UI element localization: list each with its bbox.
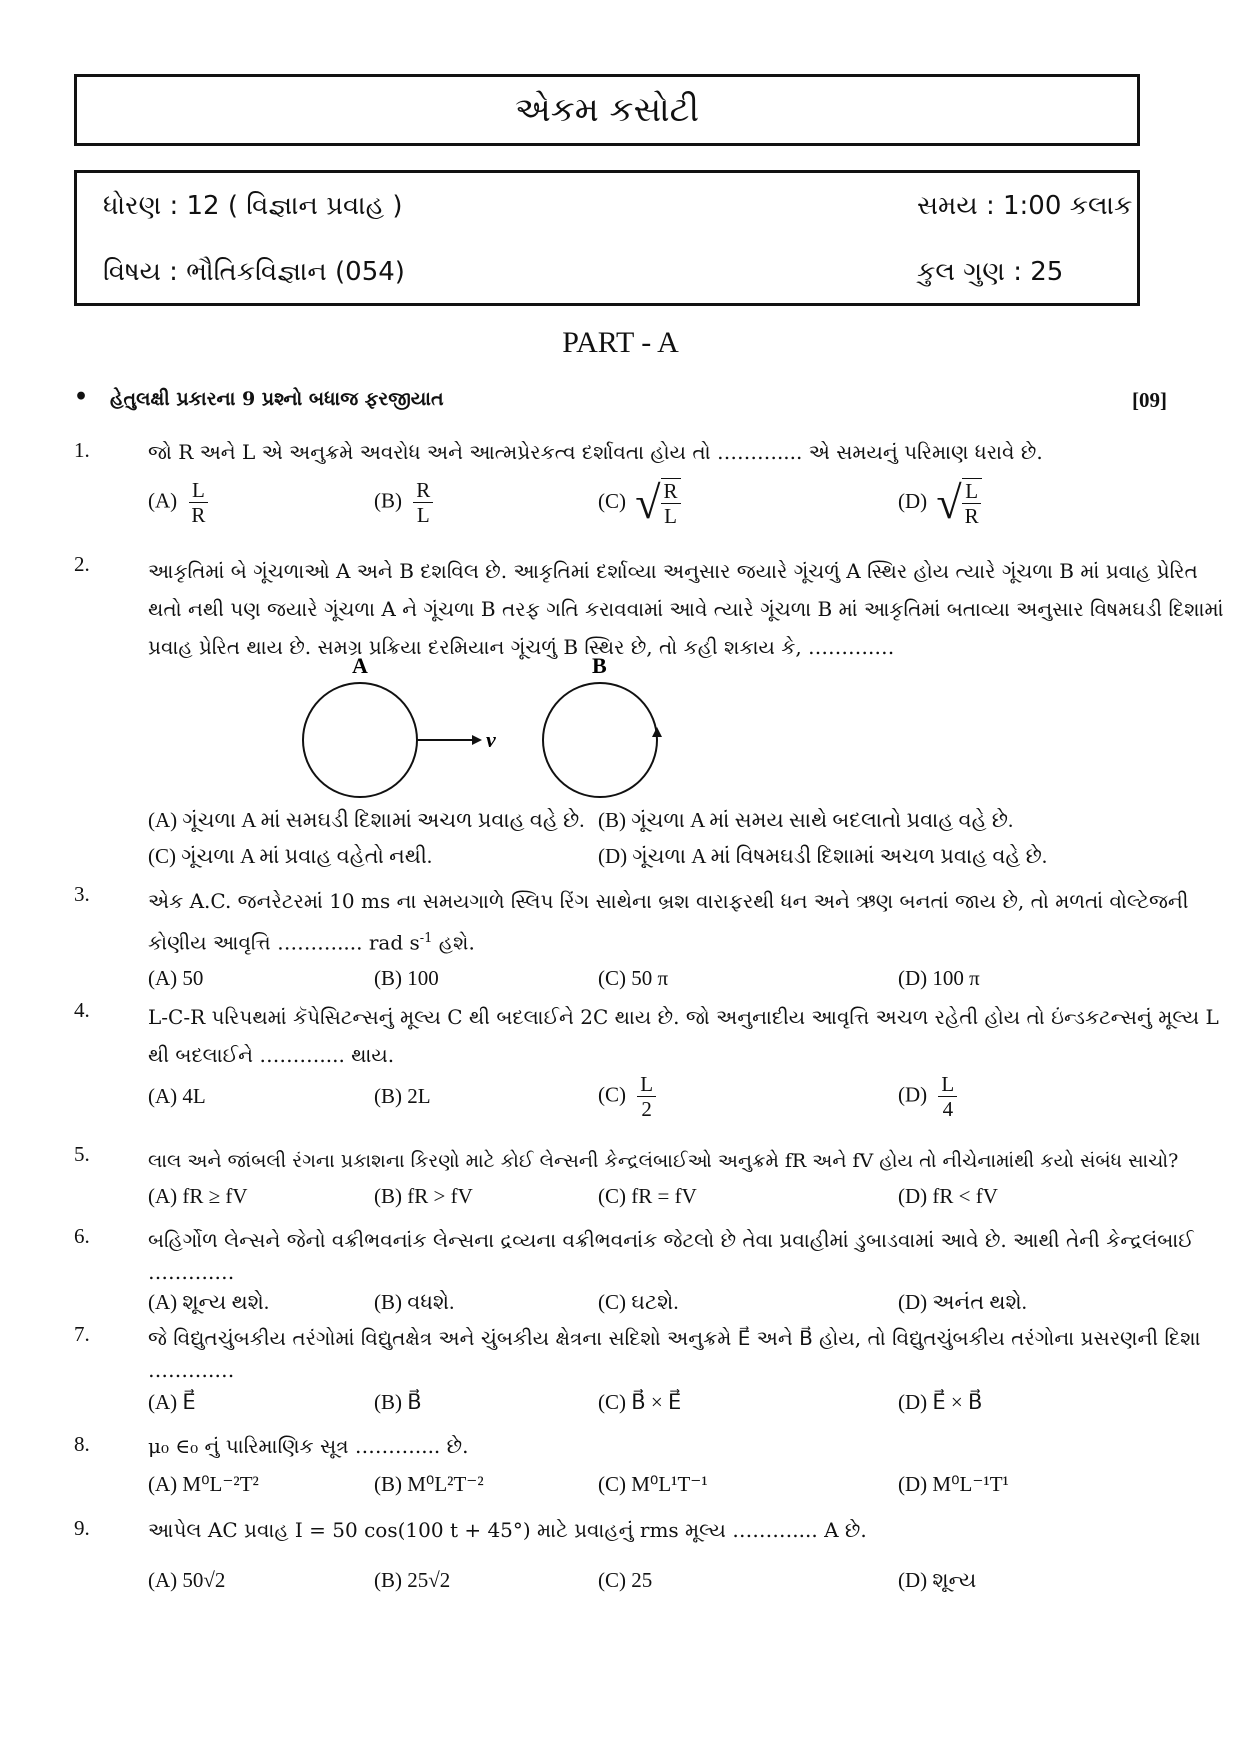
label-v: v [486, 727, 496, 752]
option-a [148, 478, 208, 527]
question-line: પ્રવાહ પ્રેરિત થાય છે. સમગ્ર પ્રક્રિયા દરમિયાન ગૂંચળું B સ્થિર છે, તો કહી શકાય કે, ……….… [148, 635, 895, 659]
option-d: (D) શૂન્ય [898, 1568, 977, 1592]
denominator: 4 [942, 1097, 954, 1122]
fraction [413, 478, 433, 527]
option-c [598, 1072, 656, 1121]
square-root [936, 478, 981, 528]
option-b: (B) 100 [374, 966, 439, 990]
line-text: કોણીય આવૃત્તિ ……….... rad s [148, 930, 420, 955]
option-c: (C) ઘટશે. [598, 1290, 679, 1314]
option-d: (D) E⃗ × B⃗ [898, 1390, 983, 1414]
option-label: (C) [598, 1082, 626, 1107]
bullet-icon: • [74, 384, 89, 410]
label-a: A [352, 655, 368, 678]
question-text: જો R અને L એ અનુક્રમે અવરોધ અને આત્મપ્રેરકત્વ દર્શાવતા હોય તો ……….... એ સમયનું પરિમાણ ધરાવે છે. [148, 440, 1043, 464]
options-row [74, 477, 1174, 529]
option-b: (B) ગૂંચળા A માં સમય સાથે બદલાતો પ્રવાહ વહે છે. [598, 808, 1014, 832]
label-b: B [592, 655, 607, 678]
option-b: (B) M⁰L²T⁻² [374, 1472, 484, 1496]
option-a: (A) M⁰L⁻²T² [148, 1472, 259, 1496]
option-c: (C) 25 [598, 1568, 653, 1592]
fraction [661, 479, 681, 528]
question-text: આપેલ AC પ્રવાહ I = 50 cos(100 t + 45°) માટે પ્રવાહનું rms મૂલ્ય ……….... A છે. [148, 1518, 867, 1542]
question-line: ……….… [148, 1260, 235, 1284]
superscript: -1 [419, 931, 433, 946]
option-d: (D) અનંત થશે. [898, 1290, 1027, 1314]
arrow-head-icon [472, 735, 482, 745]
options-row [74, 1568, 1174, 1612]
question-number: 6. [74, 1224, 90, 1248]
option-label: (C) [598, 488, 626, 513]
standard-label: ધોરણ : 12 ( વિજ્ઞાન પ્રવાહ ) [103, 191, 403, 221]
part-heading: PART - A [562, 326, 679, 359]
total-marks-label: કુલ ગુણ : 25 [917, 257, 1064, 287]
fraction [938, 1072, 957, 1121]
option-b: (B) B⃗ [374, 1390, 422, 1414]
question-line: એક A.C. જનરેટરમાં 10 ms ના સમયગાળે સ્લિપ રિંગ સાથેના બ્રશ વારાફરથી ધન અને ઋણ બનતાં જાય છે, તો મળતાં વોલ્ટેજની [148, 889, 1189, 913]
section-marks: [09] [1132, 388, 1167, 412]
question-line [148, 920, 1241, 962]
numerator: L [637, 1072, 656, 1097]
question-text [148, 552, 1241, 666]
coil-b [543, 683, 657, 797]
question-line: થી બદલાઈને ……….... થાય. [148, 1043, 395, 1067]
question-number: 7. [74, 1322, 90, 1346]
question-number: 4. [74, 998, 90, 1022]
numerator: L [938, 1072, 957, 1097]
option-c: (C) fR = fV [598, 1184, 697, 1208]
option-d: (D) fR < fV [898, 1184, 998, 1208]
question-number: 3. [74, 882, 90, 906]
numerator: L [189, 478, 208, 503]
current-arrow-icon [652, 727, 662, 737]
question-number: 5. [74, 1142, 90, 1166]
question-text [148, 882, 1241, 962]
question-text [148, 1224, 1241, 1288]
option-c: (C) 50 π [598, 966, 669, 990]
option-b: (B) 2L [374, 1084, 431, 1108]
option-label: (B) [374, 488, 402, 513]
option-a: (A) શૂન્ય થશે. [148, 1290, 270, 1314]
option-a: (A) fR ≥ fV [148, 1184, 248, 1208]
option-a: (A) 50 [148, 966, 204, 990]
options-row [74, 1184, 1174, 1228]
option-d [898, 478, 982, 528]
option-c [598, 478, 681, 528]
question-line: ……….… [148, 1358, 235, 1382]
option-c: (C) M⁰L¹T⁻¹ [598, 1472, 708, 1496]
option-a: (A) 4L [148, 1084, 206, 1108]
option-d: (D) 100 π [898, 966, 980, 990]
question-line: L-C-R પરિપથમાં કૅપેસિટન્સનું મૂલ્ય C થી બદલાઈને 2C થાય છે. જો અનુનાદીય આવૃત્તિ અચળ રહેતી હોય તો ઇંન્ડકટન્સનું મૂલ્ય L [148, 1005, 1219, 1029]
denominator: L [416, 503, 430, 528]
question-text [148, 1322, 1241, 1386]
denominator: R [964, 504, 979, 529]
option-label: (D) [898, 488, 928, 513]
question-number: 8. [74, 1432, 90, 1456]
question-number: 1. [74, 438, 90, 462]
fraction [188, 478, 208, 527]
question-line: આકૃતિમાં બે ગૂંચળાઓ A અને B દશવિલ છે. આકૃતિમાં દર્શાવ્યા અનુસાર જયારે ગૂંચળું A સ્થિર હોય ત્યારે ગૂંચળા B માં પ્રવાહ પ્રેરિત [148, 559, 1198, 583]
question-text [148, 998, 1241, 1074]
line-text: હશે. [432, 930, 475, 955]
option-a: (A) 50√2 [148, 1568, 226, 1592]
question-number: 2. [74, 552, 90, 576]
numerator: R [413, 478, 433, 503]
radical-icon: √ [635, 477, 661, 529]
subject-label: વિષય : ભૌતિકવિજ્ઞાન (054) [103, 257, 405, 287]
page-title: એકમ કસોટી [514, 90, 700, 130]
option-a: (A) E⃗ [148, 1390, 196, 1414]
question-text: લાલ અને જાંબલી રંગના પ્રકાશના કિરણો માટે કોઈ લેન્સની કેન્દ્રલંબાઈઓ અનુક્રમે fR અને fV હોય તો નીચેનામાંથી કયો સંબંધ સાચો? [148, 1150, 1179, 1172]
exam-info-box [74, 170, 1140, 306]
coil-a [303, 683, 417, 797]
radical-icon: √ [936, 477, 962, 529]
question-number: 9. [74, 1516, 90, 1540]
title-box [74, 74, 1140, 146]
option-b [374, 478, 433, 527]
option-c: (C) ગૂંચળા A માં પ્રવાહ વહેતો નથી. [148, 844, 433, 868]
option-a: (A) ગૂંચળા A માં સમઘડી દિશામાં અચળ પ્રવાહ વહે છે. [148, 808, 585, 832]
denominator: 2 [641, 1097, 652, 1122]
numerator: L [962, 479, 981, 504]
option-d [898, 1072, 957, 1121]
time-label: સમય : 1:00 કલાક [917, 191, 1133, 221]
options-row [74, 1472, 1174, 1516]
option-b: (B) 25√2 [374, 1568, 451, 1592]
question-line: થતો નથી પણ જયારે ગૂંચળા A ને ગૂંચળા B તરફ ગતિ કરાવવામાં આવે ત્યારે ગૂંચળા B માં આકૃતિમાં બતાવ્યા અનુસાર વિષમઘડી દિશામાં [148, 597, 1224, 621]
square-root [635, 478, 680, 528]
options-row [74, 1390, 1174, 1434]
question-line: જે વિદ્યુતચુંબકીય તરંગોમાં વિદ્યુતક્ષેત્ર અને ચુંબકીય ક્ષેત્રના સદિશો અનુક્રમે E⃗ અને B⃗ હોય, તો વિદ્યુતચુંબકીય તરંગોના પ્રસરણની દિશા [148, 1326, 1201, 1350]
numerator: R [661, 479, 681, 504]
denominator: L [664, 504, 677, 529]
instruction-text: હેતુલક્ષી પ્રકારના 9 પ્રશ્નો બધાજ ફરજીયાત [110, 388, 444, 410]
option-b: (B) વધશે. [374, 1290, 455, 1314]
option-label: (D) [898, 1082, 928, 1107]
options-row [74, 1072, 1174, 1122]
coils-figure [300, 655, 680, 805]
option-b: (B) fR > fV [374, 1184, 473, 1208]
denominator: R [191, 503, 206, 528]
option-c: (C) B⃗ × E⃗ [598, 1390, 682, 1414]
question-text: μ₀ ∈₀ નું પારિમાણિક સૂત્ર ……….... છે. [148, 1434, 469, 1458]
question-line: બહિર્ગોળ લેન્સને જેનો વક્રીભવનાંક લેન્સના દ્રવ્યના વક્રીભવનાંક જેટલો છે તેવા પ્રવાહીમાં ડુબાડવામાં આવે છે. આથી તેની કેન્દ્રલંબાઈ [148, 1228, 1194, 1252]
fraction [637, 1072, 656, 1121]
option-d: (D) ગૂંચળા A માં વિષમઘડી દિશામાં અચળ પ્રવાહ વહે છે. [598, 844, 1048, 868]
option-d: (D) M⁰L⁻¹T¹ [898, 1472, 1009, 1496]
fraction [962, 479, 982, 528]
option-label: (A) [148, 488, 178, 513]
